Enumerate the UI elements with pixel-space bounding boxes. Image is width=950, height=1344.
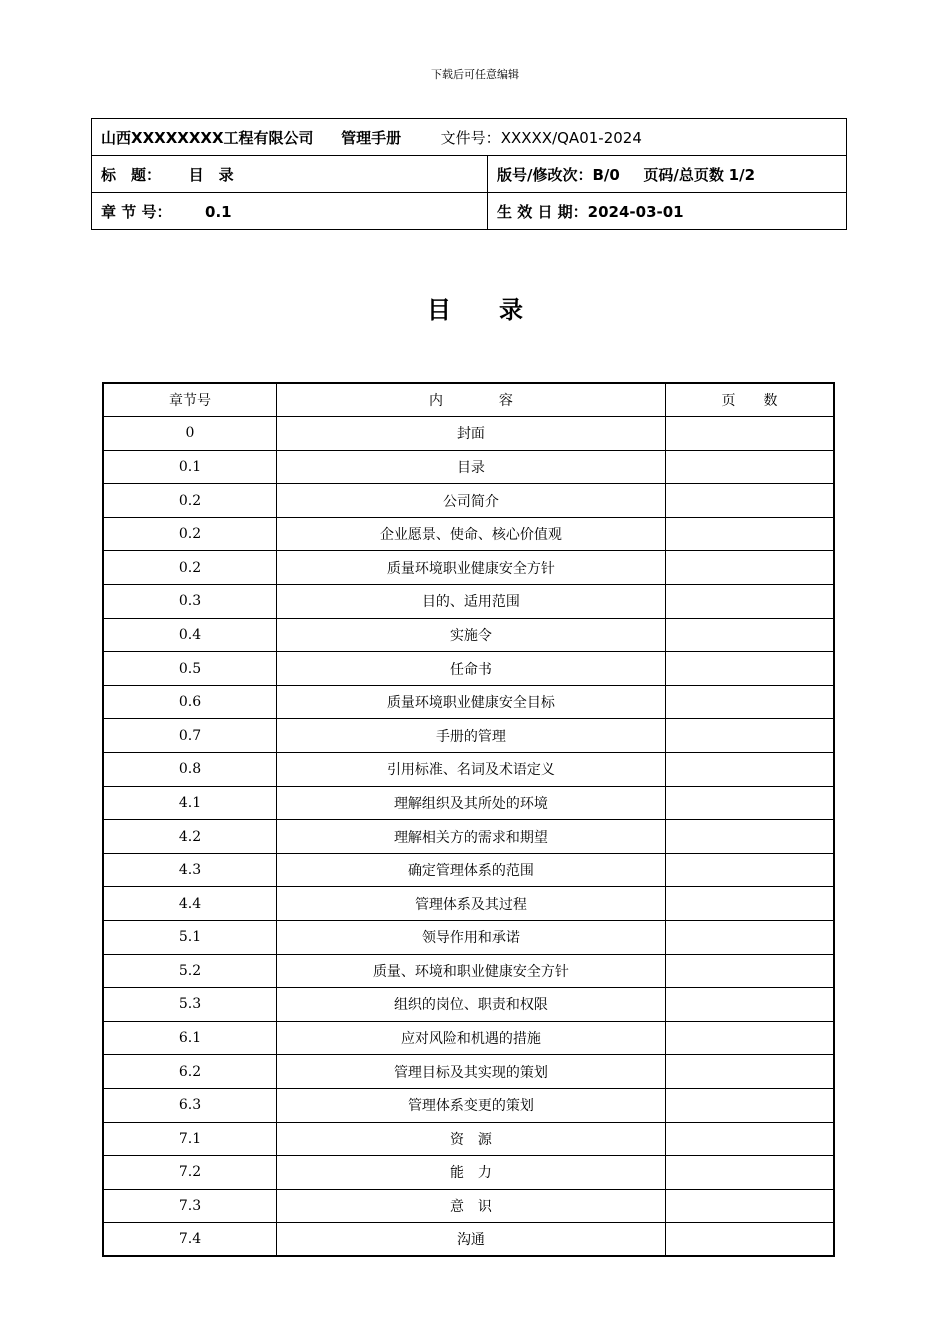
table-row (103, 921, 834, 955)
chapter-content: 质量环境职业健康安全方针 (276, 551, 665, 585)
chapter-number: 0.8 (103, 753, 276, 787)
company-name: 山西XXXXXXXX工程有限公司 (101, 128, 314, 147)
chapter-number: 0.5 (103, 652, 276, 686)
table-row (103, 1088, 834, 1122)
chapter-content: 管理目标及其实现的策划 (276, 1055, 665, 1089)
table-row (103, 1055, 834, 1089)
toc-header-row (103, 383, 834, 417)
table-row (103, 887, 834, 921)
chapter-number: 0.3 (103, 585, 276, 619)
chapter-cell (92, 193, 488, 230)
version-cell (488, 156, 847, 193)
chapter-pages (665, 551, 834, 585)
chapter-number: 6.1 (103, 1021, 276, 1055)
chapter-number: 7.2 (103, 1156, 276, 1190)
chapter-number: 0.6 (103, 685, 276, 719)
chapter-content: 资 源 (276, 1122, 665, 1156)
chapter-content: 理解相关方的需求和期望 (276, 820, 665, 854)
chapter-number: 5.1 (103, 921, 276, 955)
chapter-content: 企业愿景、使命、核心价值观 (276, 517, 665, 551)
toc-col-pages: 页 数 (665, 383, 834, 417)
company-row (92, 119, 847, 156)
chapter-number: 0.2 (103, 484, 276, 518)
chapter-label: 章 节 号： (101, 202, 172, 221)
table-row (103, 786, 834, 820)
chapter-content: 实施令 (276, 618, 665, 652)
chapter-pages (665, 988, 834, 1022)
chapter-number: 0.4 (103, 618, 276, 652)
chapter-content: 手册的管理 (276, 719, 665, 753)
chapter-pages (665, 1156, 834, 1190)
version-value: B/0 (592, 165, 620, 184)
table-row (103, 1223, 834, 1257)
chapter-pages (665, 585, 834, 619)
table-row (103, 1156, 834, 1190)
title-value: 目 录 (188, 165, 234, 184)
table-row (103, 753, 834, 787)
date-cell (488, 193, 847, 230)
table-row (103, 517, 834, 551)
chapter-number: 7.1 (103, 1122, 276, 1156)
chapter-pages (665, 887, 834, 921)
table-row (103, 1189, 834, 1223)
date-label: 生 效 日 期： (497, 202, 588, 221)
document-header-table (91, 118, 847, 230)
chapter-pages (665, 1088, 834, 1122)
chapter-number: 6.2 (103, 1055, 276, 1089)
chapter-content: 意 识 (276, 1189, 665, 1223)
chapter-content: 公司简介 (276, 484, 665, 518)
manual-name: 管理手册 (341, 128, 402, 147)
chapter-pages (665, 417, 834, 451)
table-row (103, 820, 834, 854)
chapter-number: 7.4 (103, 1223, 276, 1257)
table-row (103, 988, 834, 1022)
toc-col-chapter: 章节号 (103, 383, 276, 417)
page-title: 目 录 (427, 296, 523, 324)
chapter-number: 0 (103, 417, 276, 451)
chapter-number: 0.1 (103, 450, 276, 484)
chapter-pages (665, 786, 834, 820)
toc-col-content: 内 容 (276, 383, 665, 417)
chapter-number: 0.2 (103, 517, 276, 551)
chapter-pages (665, 820, 834, 854)
chapter-number: 5.3 (103, 988, 276, 1022)
table-row (103, 450, 834, 484)
chapter-pages (665, 1122, 834, 1156)
chapter-pages (665, 517, 834, 551)
chapter-number: 4.3 (103, 853, 276, 887)
version-label: 版号/修改次： (497, 165, 593, 184)
table-row (103, 1122, 834, 1156)
chapter-number: 7.3 (103, 1189, 276, 1223)
chapter-pages (665, 1055, 834, 1089)
date-value: 2024-03-01 (587, 202, 684, 221)
chapter-pages (665, 1021, 834, 1055)
chapter-content: 应对风险和机遇的措施 (276, 1021, 665, 1055)
chapter-content: 质量环境职业健康安全目标 (276, 685, 665, 719)
chapter-pages (665, 921, 834, 955)
title-label: 标 题： (101, 165, 162, 184)
chapter-pages (665, 484, 834, 518)
chapter-pages (665, 618, 834, 652)
table-row (103, 1021, 834, 1055)
chapter-content: 沟通 (276, 1223, 665, 1257)
chapter-pages (665, 450, 834, 484)
page-label: 页码/总页数 (643, 165, 724, 184)
chapter-content: 封面 (276, 417, 665, 451)
chapter-number: 5.2 (103, 954, 276, 988)
chapter-pages (665, 685, 834, 719)
chapter-content: 任命书 (276, 652, 665, 686)
chapter-number: 4.4 (103, 887, 276, 921)
chapter-content: 确定管理体系的范围 (276, 853, 665, 887)
chapter-number: 0.7 (103, 719, 276, 753)
chapter-pages (665, 954, 834, 988)
page-value: 1/2 (728, 165, 756, 184)
chapter-number: 4.2 (103, 820, 276, 854)
chapter-content: 管理体系及其过程 (276, 887, 665, 921)
download-note: 下载后可任意编辑 (431, 68, 519, 81)
chapter-content: 理解组织及其所处的环境 (276, 786, 665, 820)
chapter-pages (665, 753, 834, 787)
chapter-number: 6.3 (103, 1088, 276, 1122)
chapter-content: 能 力 (276, 1156, 665, 1190)
chapter-pages (665, 853, 834, 887)
table-row (103, 853, 834, 887)
chapter-content: 质量、环境和职业健康安全方针 (276, 954, 665, 988)
table-row (103, 551, 834, 585)
table-row (103, 585, 834, 619)
chapter-content: 组织的岗位、职责和权限 (276, 988, 665, 1022)
table-row (103, 484, 834, 518)
chapter-pages (665, 652, 834, 686)
chapter-number: 4.1 (103, 786, 276, 820)
table-row (103, 652, 834, 686)
title-cell (92, 156, 488, 193)
toc-body (103, 417, 834, 1257)
chapter-pages (665, 1223, 834, 1257)
doc-no-label: 文件号： (440, 128, 501, 147)
chapter-content: 领导作用和承诺 (276, 921, 665, 955)
chapter-number: 0.2 (103, 551, 276, 585)
table-row (103, 685, 834, 719)
chapter-pages (665, 719, 834, 753)
chapter-content: 管理体系变更的策划 (276, 1088, 665, 1122)
table-row (103, 618, 834, 652)
chapter-content: 目的、适用范围 (276, 585, 665, 619)
table-row (103, 954, 834, 988)
table-row (103, 719, 834, 753)
chapter-content: 引用标准、名词及术语定义 (276, 753, 665, 787)
chapter-content: 目录 (276, 450, 665, 484)
chapter-pages (665, 1189, 834, 1223)
table-row (103, 417, 834, 451)
toc-table (102, 382, 835, 1257)
chapter-value: 0.1 (205, 202, 232, 221)
doc-no-value: XXXXX/QA01-2024 (500, 128, 642, 147)
